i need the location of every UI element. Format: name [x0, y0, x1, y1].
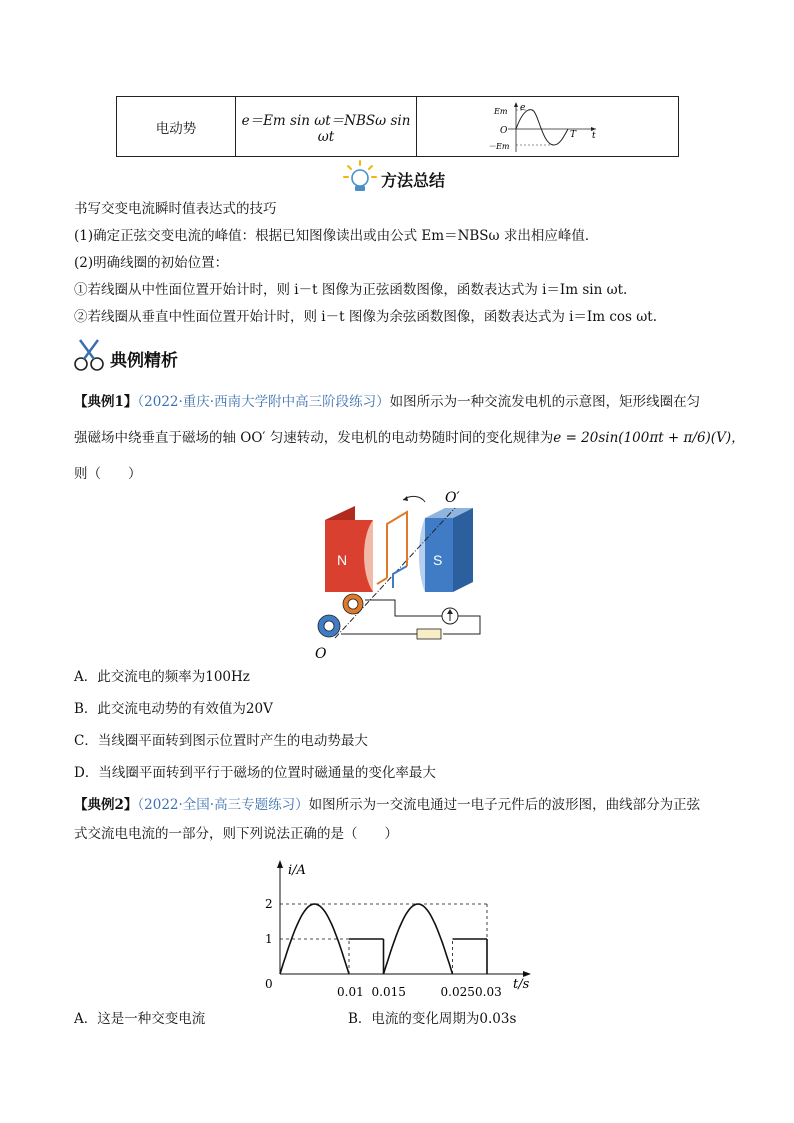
- examples-title: 典例精析: [110, 351, 178, 371]
- north-pole-label: N: [337, 552, 348, 568]
- half-sine-curve-1: [280, 904, 349, 974]
- example1-option-c[interactable]: C．当线圈平面转到图示位置时产生的电动势最大: [74, 733, 368, 749]
- south-pole-label: S: [433, 552, 443, 568]
- x-tick-label: 0.01: [337, 985, 364, 999]
- origin-label: 0: [265, 977, 273, 991]
- graph-e-label: e: [519, 102, 525, 113]
- graph-period-label: T: [569, 129, 576, 140]
- example1-tag: 【典例1】: [74, 394, 138, 410]
- example1-option-d[interactable]: D．当线圈平面转到平行于磁场的位置时磁通量的变化率最大: [74, 765, 436, 781]
- example1-text3: 则（ ）: [74, 466, 142, 482]
- example2-text2: 式交流电电流的一部分，则下列说法正确的是（ ）: [74, 826, 398, 842]
- scissors-icon: [72, 337, 108, 373]
- example2-option-b[interactable]: B．电流的变化周期为0.03s: [348, 1011, 517, 1027]
- example1-line2: [74, 429, 745, 447]
- method-summary-title: 方法总结: [381, 171, 446, 190]
- emf-formula-cell: [236, 97, 417, 157]
- emf-label-cell: [117, 97, 236, 157]
- example1-option-a[interactable]: A．此交流电的频率为100Hz: [74, 669, 250, 685]
- method-summary-heading: [343, 160, 463, 194]
- y-tick-label: 1: [265, 932, 273, 946]
- method-item-1: ①若线圈从中性面位置开始计时，则 i－t 图像为正弦函数图像，函数表达式为 i＝Im sin ωt.: [74, 282, 628, 298]
- method-item-2: ②若线圈从垂直中性面位置开始计时，则 i－t 图像为余弦函数图像，函数表达式为 i＝Im cos ωt.: [74, 309, 657, 325]
- axis-bottom-label: O: [315, 646, 327, 662]
- example2-tag: 【典例2】: [74, 797, 138, 813]
- example2-option-a[interactable]: A．这是一种交变电流: [74, 1011, 206, 1027]
- x-axis-label: t/s: [513, 977, 530, 992]
- example2-line1: [74, 796, 700, 814]
- graph-t-label: t: [591, 130, 596, 141]
- emf-formula: e＝Em sin ωt＝NBSω sin ωt: [241, 112, 411, 145]
- x-tick-label: 0.03: [475, 985, 502, 999]
- graph-origin-label: O: [499, 125, 507, 136]
- example1-source: （2022·重庆·西南大学附中高三阶段练习）: [137, 394, 390, 410]
- example2-text1: 如图所示为一交流电通过一电子元件后的波形图，曲线部分为正弦: [308, 797, 701, 813]
- example1-text2: 强磁场中绕垂直于磁场的轴 OO′ 匀速转动，发电机的电动势随时间的变化规律为: [74, 430, 554, 446]
- lightbulb-icon: [343, 160, 377, 194]
- emf-table: [116, 96, 679, 157]
- example1-option-b[interactable]: B．此交流电动势的有效值为20V: [74, 701, 273, 717]
- example1-line1: [74, 393, 700, 411]
- example1-text1: 如图所示为一种交流发电机的示意图，矩形线圈在匀: [389, 394, 701, 410]
- x-tick-label: 0.015: [371, 985, 406, 999]
- emf-graph-cell: [417, 97, 679, 157]
- graph-em-label: Em: [493, 106, 507, 116]
- example1-formula: e = 20sin(100πt + π/6)(V)，: [553, 430, 745, 446]
- current-waveform-chart: [255, 852, 545, 1002]
- emf-label: 电动势: [155, 120, 197, 137]
- method-step-1: (1)确定正弦交变电流的峰值：根据已知图像读出或由公式 Em＝NBSω 求出相应峰值．: [74, 228, 599, 244]
- x-tick-label: 0.025: [440, 985, 475, 999]
- example2-source: （2022·全国·高三专题练习）: [137, 797, 309, 813]
- axis-top-label: O′: [445, 490, 460, 506]
- y-axis-arrow: [277, 860, 283, 868]
- examples-heading: [72, 337, 232, 373]
- emf-sine-graph: [488, 100, 608, 154]
- method-step-2: (2)明确线圈的初始位置：: [74, 255, 229, 271]
- method-intro: 书写交变电流瞬时值表达式的技巧: [74, 201, 277, 217]
- y-axis-label: i/A: [288, 863, 306, 878]
- generator-figure: [305, 488, 490, 663]
- graph-minus-em-label: －Em: [487, 141, 509, 151]
- half-sine-curve-3: [384, 904, 453, 974]
- y-tick-label: 2: [265, 897, 273, 911]
